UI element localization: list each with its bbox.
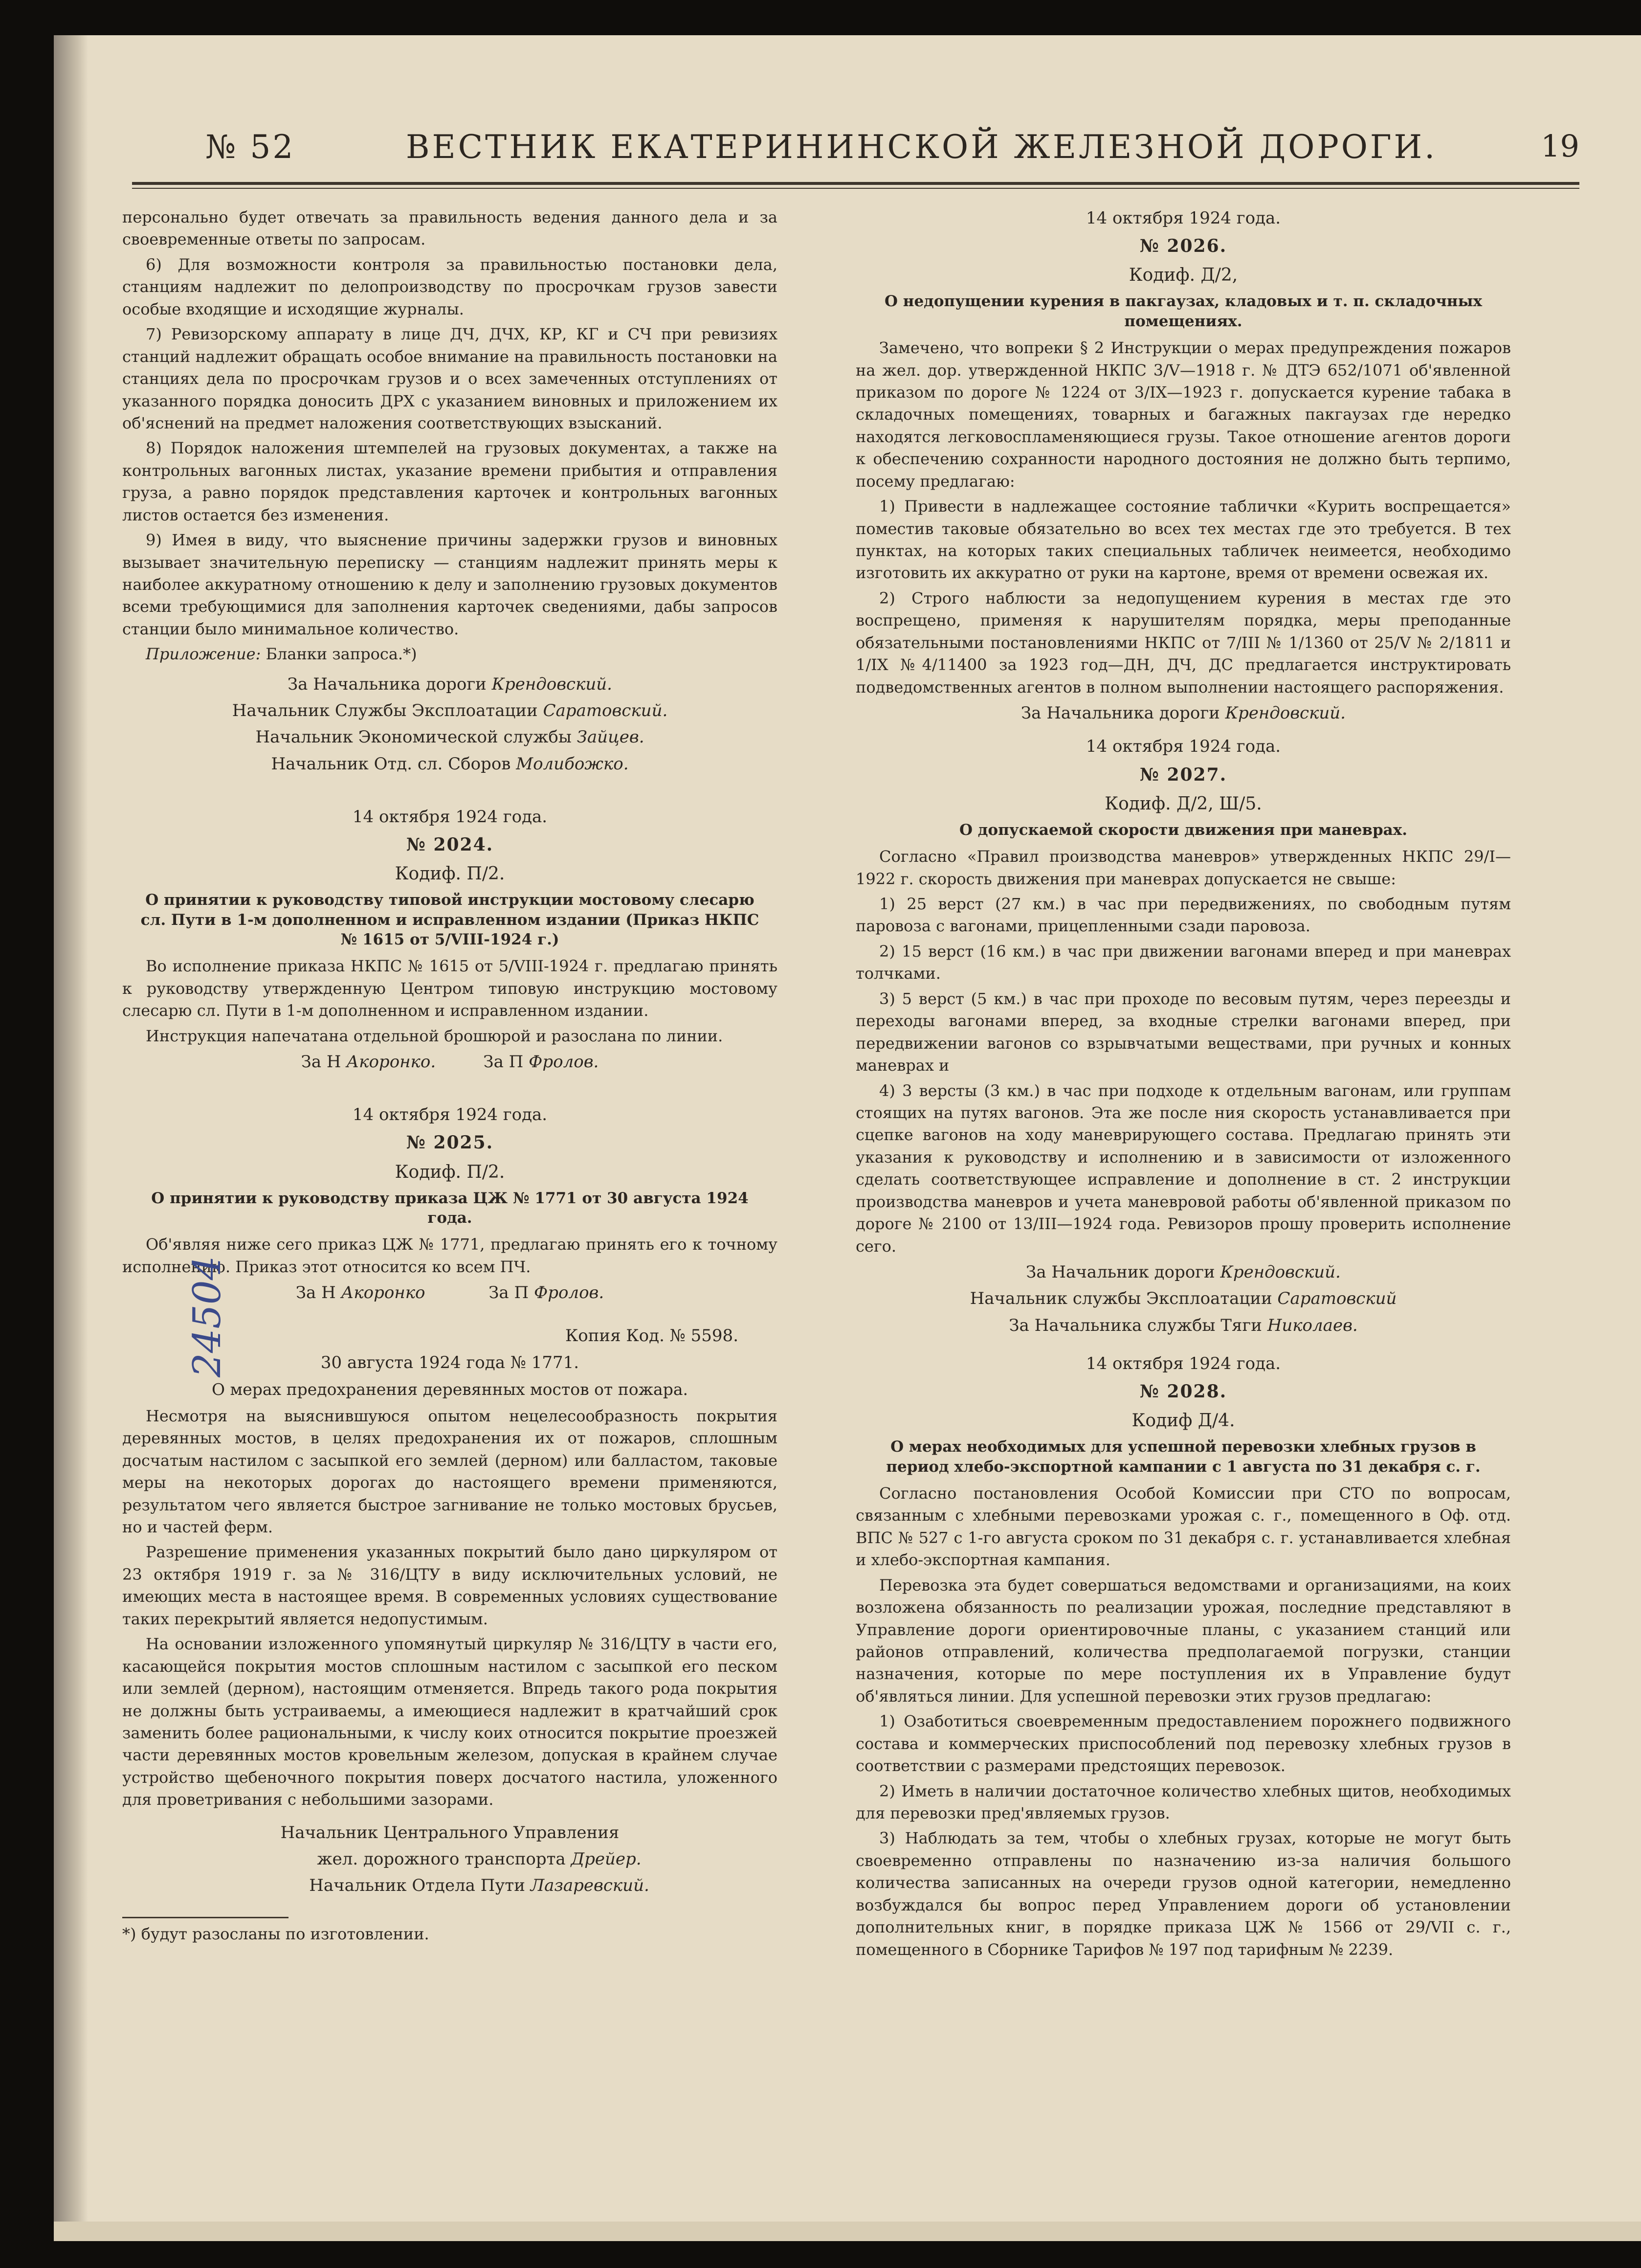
paragraph: 6) Для возможности контроля за правильностью постановки дела, станциям надлежит по делопроизводству по просрочкам грузов завести особые входящие и исходящие журналы. xyxy=(122,255,777,318)
paragraph: 3) 5 верст (5 км.) в час при проходе по весовым путям, через переезды и переходы вагонами вперед, за входные стрелки вагонами вперед, при передвижении вагонов со взрывчатыми веществами, при ручных и конных маневрах и xyxy=(856,989,1511,1075)
order-date: 14 октября 1924 года. xyxy=(352,1105,548,1125)
paragraph: Во исполнение приказа НКПС № 1615 от 5/VIII-1924 г. предлагаю принять к руководству утвержденную Центром типовую инструкцию мостовому слесарю сл. Пути в 1-м дополненном и исправленном издании. xyxy=(122,957,777,1020)
copy-date: 30 августа 1924 года № 1771. xyxy=(320,1352,579,1372)
paragraph: Согласно «Правил производства маневров» утвержденных НКПС 29/I—1922 г. скорость движения при маневрах допускается не свыше: xyxy=(856,847,1511,888)
signature-line: За Начальник дороги Крендовский. xyxy=(1026,1262,1341,1282)
order-title: О мерах необходимых для успешной перевозки хлебных грузов в период хлебо-экспортной кампании с 1 августа по 31 декабря с. г. xyxy=(886,1438,1481,1476)
document-page xyxy=(54,35,1641,2241)
signature-line: За Начальника службы Тяги Николаев. xyxy=(1009,1315,1358,1335)
signature-line: За Начальника дороги Крендовский. xyxy=(288,674,612,694)
paragraph: 9) Имея в виду, что выяснение причины задержки грузов и виновных вызывает значительную переписку — станциям надлежит принять меры к наиболее аккуратному отношению к делу и заполнению грузовых документов всеми требующимися для заполнения карточек сведениями, дабы запросов станции было минимальное количество. xyxy=(122,531,777,638)
paragraph: 2) 15 верст (16 км.) в час при движении вагонами вперед и при маневрах толчками. xyxy=(856,942,1511,983)
copy-title: О мерах предохранения деревянных мостов от пожара. xyxy=(212,1379,688,1399)
header-rule-thin xyxy=(132,188,1579,189)
paragraph: 4) 3 версты (3 км.) в час при подходе к отдельным вагонам, или группам стоящих на путях вагонов. Эта же после ния скорость устанавливается при сцепке вагонов на ходу маневрирующего состава. Предлагаю принять эти указания к руководству и исполнению и в зависимости от изложенного сделать соответствующее исправление и дополнение в ст. 2 инструкции производства маневров и учета маневровой работы об'явленной приказом по дороге № 2100 от 13/III—1924 года. Ревизоров прошу проверить исполнение сего. xyxy=(856,1081,1511,1256)
footnote-rule xyxy=(122,1917,288,1918)
signature-line: Начальник службы Эксплоатации Саратовский xyxy=(970,1289,1397,1309)
paragraph: Об'являя ниже сего приказ ЦЖ № 1771, предлагаю принять его к точному исполнению. Приказ этот относится ко всем ПЧ. xyxy=(122,1235,777,1276)
order-2027 xyxy=(856,735,1511,1337)
copy-order-1771 xyxy=(122,1324,777,1897)
signature-line: Начальник Отд. сл. Сборов Молибожко. xyxy=(271,754,629,774)
paragraph: 2) Иметь в наличии достаточное количество хлебных щитов, необходимых для перевозки пред'являемых грузов. xyxy=(856,1781,1511,1822)
paragraph: персонально будет отвечать за правильность ведения данного дела и за своевременные ответы по запросам. xyxy=(122,208,777,249)
appendix-line xyxy=(122,643,777,665)
paragraph: Согласно постановления Особой Комиссии при СТО по вопросам, связанным с хлебными перевозками урожая с. г., помещенного в Оф. отд. ВПС № 527 с 1-го августа сроком по 31 декабря с. г. устанавливается хлебная и хлебо-экспортная кампания. xyxy=(856,1483,1511,1570)
paragraph: Разрешение применения указанных покрытий было дано циркуляром от 23 октября 1919 г. за № 316/ЦТУ в виду исключительных условий, не имеющих места в настоящее время. В современных условиях существование таких перекрытий является недопустимым. xyxy=(122,1543,777,1628)
paragraph: Перевозка эта будет совершаться ведомствами и организациями, на коих возложена обязанность по реализации урожая, последние представляют в Управление дороги ориентировочные планы, с указанием станций или районов отправлений, количества предполагаемой погрузки, станции назначения, которые по мере поступления их в Управление будут об'являться линии. Для успешной перевозки этих грузов предлагаю: xyxy=(856,1575,1511,1706)
paragraph: 8) Порядок наложения штемпелей на грузовых документах, а также на контрольных вагонных листах, указание времени прибытия и отправления груза, а равно порядок представления карточек и контрольных вагонных листов остается без изменения. xyxy=(122,439,777,524)
paragraph: Замечено, что вопреки § 2 Инструкции о мерах предупреждения пожаров на жел. дор. утвержденной НКПС 3/V—1918 г. № ДТЭ 652/1071 об'явленной приказом по дороге № 1224 от 3/IX—1923 г. допускается курение табака в складочных помещениях, товарных и багажных пакгаузах где нередко находятся легковоспламеняющиеся грузы. Такое отношение агентов дороги к обеспечению сохранности народного достояния не должно быть терпимо, посему предлагаю: xyxy=(856,338,1511,491)
signature-line: За Н Акоронко. За П Фролов. xyxy=(301,1052,599,1072)
journal-title: ВЕСТНИК ЕКАТЕРИНИНСКОЙ ЖЕЛЕЗНОЙ ДОРОГИ. xyxy=(406,128,1438,166)
appendix-label: Приложение: xyxy=(146,645,261,664)
order-codification: Кодиф. Д/2, Ш/5. xyxy=(1105,793,1262,814)
order-title: О недопущении курения в пакгаузах, кладовых и т. п. складочных помещениях. xyxy=(884,292,1483,330)
paragraph: 7) Ревизорскому аппарату в лице ДЧ, ДЧХ, КР, КГ и СЧ при ревизиях станций надлежит обращать особое внимание на правильность постановки на станциях дела по просрочкам грузов и о всех замеченных отступлениях от указанного порядка доносить ДРХ с указанием виновных и приложением их об'яснений на предмет наложения соответствующих взысканий. xyxy=(122,325,777,432)
page-bottom-edge xyxy=(54,2222,1641,2241)
order-number: № 2027. xyxy=(1139,764,1227,785)
order-date: 14 октября 1924 года. xyxy=(352,807,548,827)
page-header xyxy=(132,128,1579,182)
order-2028 xyxy=(856,1352,1511,1961)
paragraph: На основании изложенного упомянутый циркуляр № 316/ЦТУ в части его, касающейся покрытия мостов сплошным настилом с засыпкой его песком или землей (дерном), настоящим отменяется. Впредь такого рода покрытия не должны быть устраиваемы, а имеющиеся надлежит в кратчайший срок заменить более рациональными, к числу коих относится покрытие проезжей части деревянных мостов кровельным железом, допуская в крайнем случае устройство щебеночного покрытия поверх досчатого настила, уложенного для проветривания с небольшими зазорами. xyxy=(122,1635,777,1809)
order-codification: Кодиф Д/4. xyxy=(1131,1411,1235,1431)
issue-number: № 52 xyxy=(205,128,295,166)
signature-line: Начальник Центрального Управления xyxy=(280,1822,620,1842)
signature-line: жел. дорожного транспорта Дрейер. xyxy=(317,1849,642,1869)
paragraph: 1) Привести в надлежащее состояние таблички «Курить воспрещается» поместив таковые обязательно во всех тех местах где это требуется. В тех пунктах, на которых таких специальных табличек неимеется, необходимо изготовить их аккуратно от руки на картоне, время от времени освежая их. xyxy=(856,497,1511,583)
signature-line: Начальник Отдела Пути Лазаревский. xyxy=(309,1876,649,1896)
handwritten-inventory-number xyxy=(185,1243,247,1390)
signature-line: За Н Акоронко За П Фролов. xyxy=(295,1283,604,1303)
order-codification: Кодиф. Д/2, xyxy=(1129,265,1238,286)
paragraph: 2) Строго наблюсти за недопущением курения в местах где это воспрещено, применяя к нарушителям порядка, меры преподанные обязательными постановлениями НКПС от 7/III № 1/1360 от 25/V № 2/1811 и 1/IX №4/11400 за 1923 год—ДН, ДЧ, ДС предлагается инструктировать подведомственных агентов в полном выполнении настоящего распоряжения. xyxy=(856,588,1511,696)
appendix-text: Бланки запроса.*) xyxy=(266,645,417,664)
order-codification: Кодиф. П/2. xyxy=(395,864,505,884)
order-title: О принятии к руководству приказа ЦЖ № 1771 от 30 августа 1924 года. xyxy=(151,1189,749,1227)
signature-block xyxy=(122,673,777,776)
order-codification: Кодиф. П/2. xyxy=(395,1162,505,1182)
left-column xyxy=(122,206,777,2236)
order-number: № 2024. xyxy=(406,834,494,855)
paragraph: 1) Озаботиться своевременным предоставлением порожнего подвижного состава и коммерческих приспособлений под перевозку хлебных грузов в соответствии с размерами предстоящих перевозок. xyxy=(856,1712,1511,1775)
order-number: № 2026. xyxy=(1139,236,1227,257)
page-number: 19 xyxy=(1541,128,1579,164)
footnote: *) будут разосланы по изготовлении. xyxy=(122,1925,429,1944)
copy-codification: Копия Код. № 5598. xyxy=(565,1326,738,1346)
order-date: 14 октября 1924 года. xyxy=(1086,737,1281,757)
order-number: № 2025. xyxy=(406,1132,494,1153)
header-rule xyxy=(132,182,1579,185)
order-2024 xyxy=(122,805,777,1074)
order-date: 14 октября 1924 года. xyxy=(1086,1353,1281,1373)
signature-line: Начальник Экономической службы Зайцев. xyxy=(255,727,644,747)
handwritten-note-text: 24504 xyxy=(185,1256,229,1378)
paragraph: 1) 25 верст (27 км.) в час при передвижениях, по свободным путям паровоза с вагонами, прицепленными сзади паровоза. xyxy=(856,895,1511,936)
right-column xyxy=(856,206,1511,2236)
order-number: № 2028. xyxy=(1139,1381,1227,1402)
order-2026 xyxy=(856,206,1511,725)
order-title: О допускаемой скорости движения при маневрах. xyxy=(959,821,1408,839)
signature-line: За Начальника дороги Крендовский. xyxy=(1021,703,1346,723)
paragraph: Инструкция напечатана отдельной брошюрой и разослана по линии. xyxy=(146,1026,723,1045)
page-gutter-shadow xyxy=(54,35,88,2241)
signature-line: Начальник Службы Эксплоатации Саратовский. xyxy=(232,701,668,721)
order-title: О принятии к руководству типовой инструкции мостовому слесарю сл. Пути в 1-м дополненном и исправленном издании (Приказ НКПС № 1615 от 5/VIII-1924 г.) xyxy=(140,891,759,948)
paragraph: 3) Наблюдать за тем, чтобы о хлебных грузах, которые не могут быть своевременно отправлены по назначению из-за наличия большого количества записанных на очереди грузов одной категории, немедленно возбуждался бы вопрос перед Управлением дороги об установлении дополнительных книг, в порядке приказа ЦЖ № 1566 от 29/VII с. г., помещенного в Сборнике Тарифов № 197 под тарифным № 2239. xyxy=(856,1829,1511,1959)
paragraph: Несмотря на выяснившуюся опытом нецелесообразность покрытия деревянных мостов, в целях предохранения их от пожаров, сплошным досчатым настилом с засыпкой его землей (дерном) или балластом, таковые меры на некоторых дорогах до настоящего времени применяются, результатом чего является быстрое загнивание не только мостовых брусьев, но и частей ферм. xyxy=(122,1406,777,1536)
order-date: 14 октября 1924 года. xyxy=(1086,208,1281,228)
